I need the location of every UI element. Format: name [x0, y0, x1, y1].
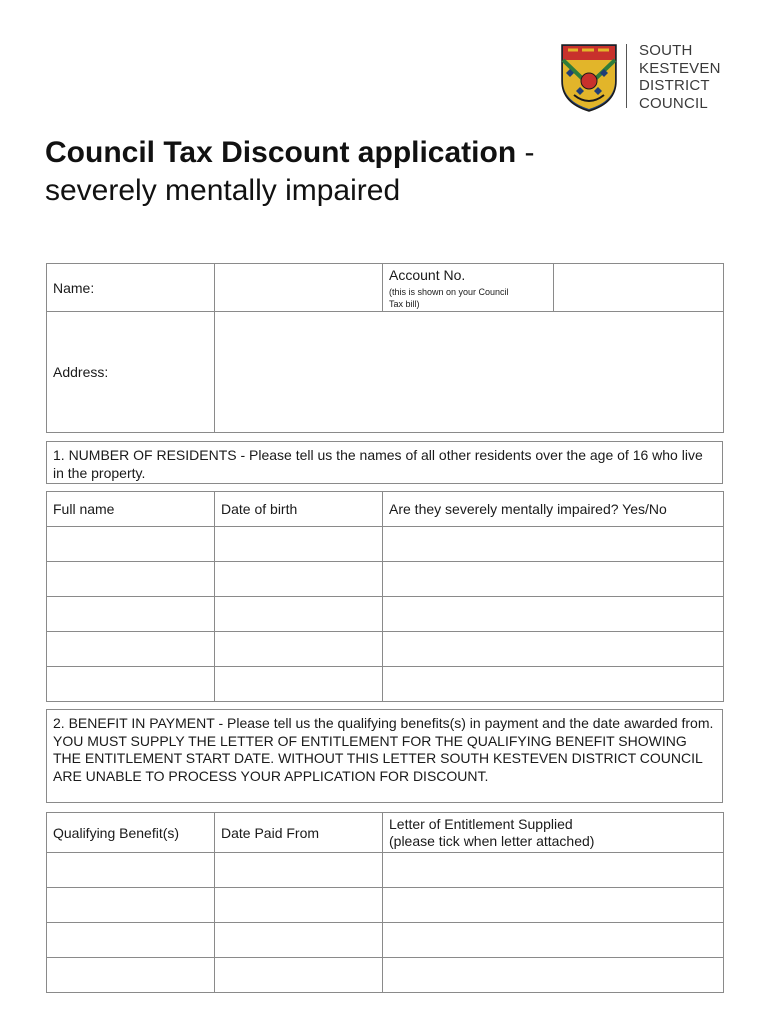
- account-note-line: (this is shown on your Council: [389, 287, 509, 297]
- table-row: [47, 667, 724, 702]
- column-header: Date of birth: [215, 492, 383, 527]
- name-field[interactable]: [215, 264, 383, 312]
- council-crest-icon: [560, 41, 618, 113]
- full-name-cell[interactable]: [47, 632, 215, 667]
- date-of-birth-cell[interactable]: [215, 597, 383, 632]
- full-name-cell[interactable]: [47, 667, 215, 702]
- page-title: [45, 136, 534, 208]
- qualifying-benefit-cell[interactable]: [47, 888, 215, 923]
- full-name-cell[interactable]: [47, 562, 215, 597]
- letter-supplied-tick-cell[interactable]: [383, 853, 724, 888]
- section-2-instructions: 2. BENEFIT IN PAYMENT - Please tell us the qualifying benefits(s) in payment and the date awarded from. YOU MUST SUPPLY THE LETTER OF ENTITLEMENT FOR THE QUALIFYING BENEFIT SHOWING THE ENTITLEMENT START DATE. WITHOUT THIS LETTER SOUTH KESTEVEN DISTRICT COUNCIL ARE UNABLE TO PROCESS YOUR APPLICATION FOR DISCOUNT.: [46, 709, 723, 803]
- full-name-cell[interactable]: [47, 527, 215, 562]
- qualifying-benefit-cell[interactable]: [47, 923, 215, 958]
- table-row: [47, 853, 724, 888]
- impaired-yes-no-cell[interactable]: [383, 632, 724, 667]
- column-header-line: Letter of Entitlement Supplied: [389, 815, 573, 832]
- table-row: [47, 562, 724, 597]
- qualifying-benefit-cell[interactable]: [47, 853, 215, 888]
- council-name-line: SOUTH: [639, 42, 693, 59]
- full-name-cell[interactable]: [47, 597, 215, 632]
- address-label: Address:: [47, 312, 215, 433]
- date-of-birth-cell[interactable]: [215, 632, 383, 667]
- account-number-field[interactable]: [554, 264, 724, 312]
- column-header: Date Paid From: [215, 813, 383, 853]
- table-row: [47, 632, 724, 667]
- logo-divider: [626, 44, 627, 108]
- date-paid-from-cell[interactable]: [215, 888, 383, 923]
- date-of-birth-cell[interactable]: [215, 667, 383, 702]
- column-header: [383, 813, 724, 853]
- benefits-table: [46, 812, 724, 993]
- account-note-line: Tax bill): [389, 299, 420, 309]
- name-label: Name:: [47, 264, 215, 312]
- impaired-yes-no-cell[interactable]: [383, 597, 724, 632]
- table-row: [47, 527, 724, 562]
- date-paid-from-cell[interactable]: [215, 958, 383, 993]
- title-dash: -: [516, 136, 535, 169]
- title-bold: Council Tax Discount application: [45, 136, 517, 169]
- column-header: Are they severely mentally impaired? Yes/No: [383, 492, 724, 527]
- column-header-line: (please tick when letter attached): [389, 832, 595, 849]
- letter-supplied-tick-cell[interactable]: [383, 923, 724, 958]
- date-paid-from-cell[interactable]: [215, 853, 383, 888]
- impaired-yes-no-cell[interactable]: [383, 562, 724, 597]
- applicant-details-table: [46, 263, 724, 433]
- date-paid-from-cell[interactable]: [215, 923, 383, 958]
- council-name: [639, 42, 721, 112]
- section-1-instructions: 1. NUMBER OF RESIDENTS - Please tell us the names of all other residents over the age of 16 who live in the property.: [46, 441, 723, 484]
- address-field[interactable]: [215, 312, 724, 433]
- title-subtitle: severely mentally impaired: [45, 174, 401, 207]
- account-number-label: [383, 264, 554, 312]
- column-header: Full name: [47, 492, 215, 527]
- table-row: [47, 923, 724, 958]
- column-header: Qualifying Benefit(s): [47, 813, 215, 853]
- council-name-line: KESTEVEN: [639, 59, 721, 77]
- table-row: [47, 597, 724, 632]
- residents-table: [46, 491, 724, 702]
- date-of-birth-cell[interactable]: [215, 562, 383, 597]
- account-label-text: Account No.: [389, 267, 466, 283]
- council-name-line: DISTRICT: [639, 77, 710, 94]
- qualifying-benefit-cell[interactable]: [47, 958, 215, 993]
- letter-supplied-tick-cell[interactable]: [383, 958, 724, 993]
- impaired-yes-no-cell[interactable]: [383, 667, 724, 702]
- date-of-birth-cell[interactable]: [215, 527, 383, 562]
- council-name-line: COUNCIL: [639, 94, 708, 112]
- letter-supplied-tick-cell[interactable]: [383, 888, 724, 923]
- impaired-yes-no-cell[interactable]: [383, 527, 724, 562]
- table-row: [47, 958, 724, 993]
- table-row: [47, 888, 724, 923]
